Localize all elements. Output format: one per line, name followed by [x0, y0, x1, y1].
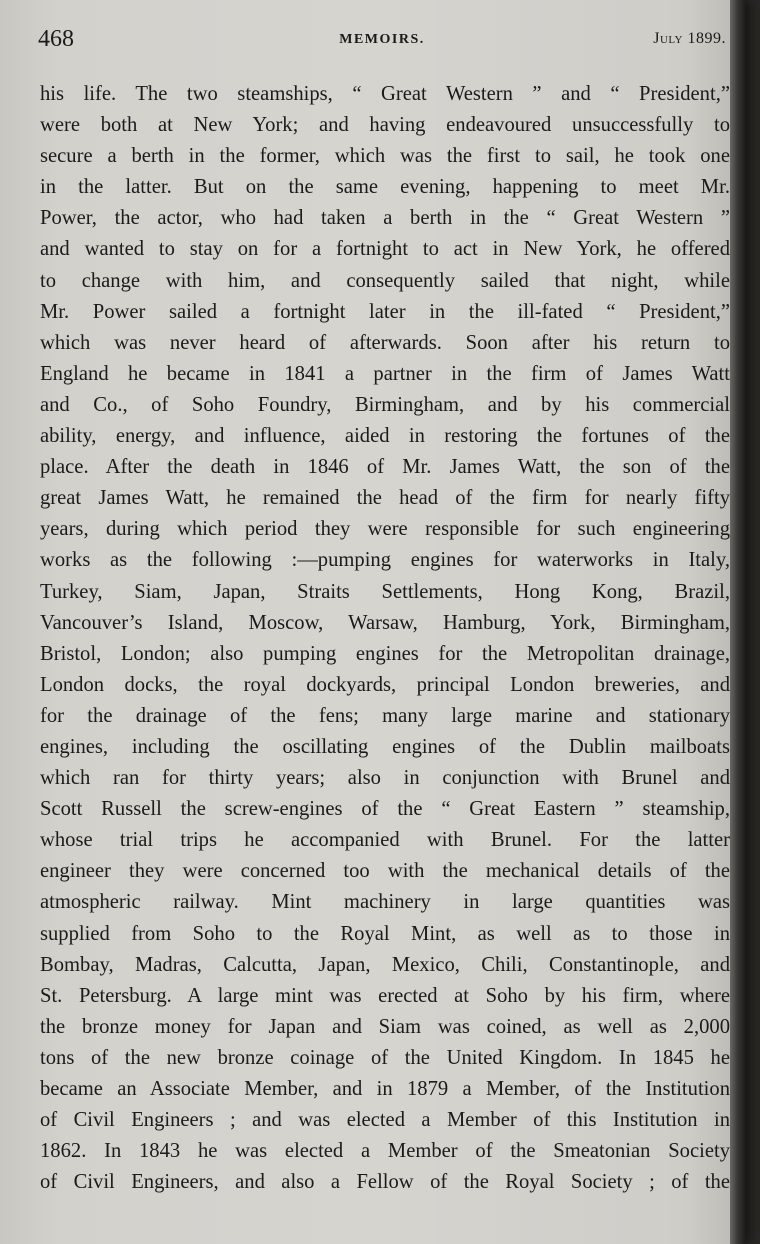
text-line: for the drainage of the fens; many large marine and stationary [40, 704, 730, 727]
page-header [38, 26, 726, 56]
text-line: which ran for thirty years; also in conjunction with Brunel and [40, 767, 730, 790]
text-line: and wanted to stay on for a fortnight to act in New York, he offered [40, 238, 730, 261]
text-line: 1862. In 1843 he was elected a Member of the Smeatonian Society [40, 1140, 730, 1163]
text-line: works as the following :—pumping engines for waterworks in Italy, [40, 549, 730, 572]
text-line: supplied from Soho to the Royal Mint, as well as to those in [40, 922, 730, 945]
text-line: tons of the new bronze coinage of the United Kingdom. In 1845 he [40, 1046, 730, 1069]
text-line: of Civil Engineers ; and was elected a Member of this Institution in [40, 1109, 730, 1132]
text-line: to change with him, and consequently sailed that night, while [40, 269, 730, 292]
text-line: engineer they were concerned too with the mechanical details of the [40, 860, 730, 883]
text-line: his life. The two steamships, “ Great Western ” and “ President,” [40, 83, 730, 105]
running-date: July 1899. [653, 30, 726, 47]
page-number: 468 [38, 26, 74, 52]
text-line: engines, including the oscillating engines of the Dublin mailboats [40, 735, 730, 758]
text-line: and Co., of Soho Foundry, Birmingham, and by his commercial [40, 393, 730, 416]
text-line: which was never heard of afterwards. Soon after his return to [40, 331, 730, 354]
text-line: St. Petersburg. A large mint was erected at Soho by his firm, where [40, 984, 730, 1007]
text-line: were both at New York; and having endeavoured unsuccessfully to [40, 114, 730, 137]
text-line: Power, the actor, who had taken a berth in the “ Great Western ” [40, 207, 730, 230]
text-line: became an Associate Member, and in 1879 a Member, of the Institution [40, 1078, 730, 1100]
text-line: Scott Russell the screw-engines of the “ Great Eastern ” steamship, [40, 798, 730, 821]
running-title: MEMOIRS. [339, 32, 425, 47]
text-line: Turkey, Siam, Japan, Straits Settlements, Hong Kong, Brazil, [40, 580, 730, 603]
text-line: London docks, the royal dockyards, principal London breweries, and [40, 673, 730, 696]
text-line: in the latter. But on the same evening, happening to meet Mr. [40, 176, 730, 199]
text-line: secure a berth in the former, which was the first to sail, he took one [40, 145, 730, 168]
text-line: years, during which period they were responsible for such engineering [40, 518, 730, 541]
text-line: Mr. Power sailed a fortnight later in the ill-fated “ President,” [40, 300, 730, 323]
text-line: the bronze money for Japan and Siam was coined, as well as 2,000 [40, 1015, 730, 1038]
text-line: Bristol, London; also pumping engines for the Metropolitan drainage, [40, 642, 730, 665]
text-line: Vancouver’s Island, Moscow, Warsaw, Hamburg, York, Birmingham, [40, 611, 730, 634]
text-line: ability, energy, and influence, aided in restoring the fortunes of the [40, 425, 730, 448]
text-line: whose trial trips he accompanied with Brunel. For the latter [40, 829, 730, 852]
text-line: of Civil Engineers, and also a Fellow of the Royal Society ; of the [40, 1171, 730, 1194]
text-line: place. After the death in 1846 of Mr. James Watt, the son of the [40, 456, 730, 479]
page-edge [730, 0, 745, 1244]
text-line: great James Watt, he remained the head of the firm for nearly fifty [40, 487, 730, 510]
text-line: England he became in 1841 a partner in the firm of James Watt [40, 362, 730, 385]
text-line: Bombay, Madras, Calcutta, Japan, Mexico, Chili, Constantinople, and [40, 953, 730, 976]
text-line: atmospheric railway. Mint machinery in large quantities was [40, 891, 730, 914]
body-text [40, 79, 730, 1198]
